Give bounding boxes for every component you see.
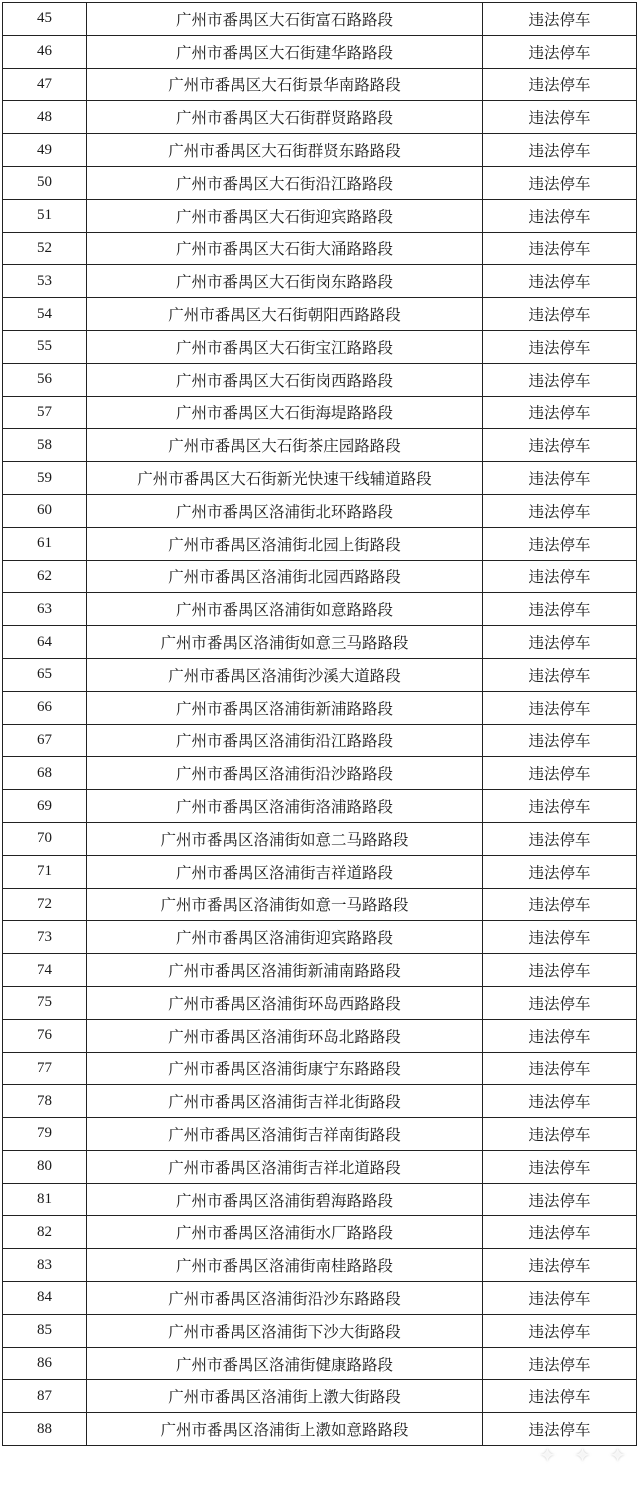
row-number: 55 xyxy=(3,331,87,363)
location-cell: 广州市番禺区洛浦街如意一马路路段 xyxy=(87,889,483,921)
table-row xyxy=(3,36,637,69)
violation-type-cell: 违法停车 xyxy=(483,725,637,757)
violation-type-cell: 违法停车 xyxy=(483,36,637,68)
row-number: 76 xyxy=(3,1020,87,1052)
location-cell: 广州市番禺区洛浦街迎宾路路段 xyxy=(87,921,483,953)
table-row xyxy=(3,1315,637,1348)
location-cell: 广州市番禺区大石街建华路路段 xyxy=(87,36,483,68)
row-number: 54 xyxy=(3,298,87,330)
location-cell: 广州市番禺区洛浦街吉祥北道路段 xyxy=(87,1151,483,1183)
violation-type-cell: 违法停车 xyxy=(483,364,637,396)
row-number: 67 xyxy=(3,725,87,757)
violation-type-cell: 违法停车 xyxy=(483,1315,637,1347)
row-number: 62 xyxy=(3,561,87,593)
violation-type-cell: 违法停车 xyxy=(483,757,637,789)
location-cell: 广州市番禺区洛浦街水厂路路段 xyxy=(87,1216,483,1248)
violation-type-cell: 违法停车 xyxy=(483,1151,637,1183)
table-row xyxy=(3,1380,637,1413)
row-number: 87 xyxy=(3,1380,87,1412)
table-row xyxy=(3,101,637,134)
location-cell: 广州市番禺区洛浦街沿沙路路段 xyxy=(87,757,483,789)
table-row xyxy=(3,298,637,331)
row-number: 52 xyxy=(3,233,87,265)
location-cell: 广州市番禺区洛浦街沿江路路段 xyxy=(87,725,483,757)
violation-type-cell: 违法停车 xyxy=(483,1249,637,1281)
location-cell: 广州市番禺区大石街群贤东路路段 xyxy=(87,134,483,166)
location-cell: 广州市番禺区洛浦街下沙大街路段 xyxy=(87,1315,483,1347)
row-number: 50 xyxy=(3,167,87,199)
violation-type-cell: 违法停车 xyxy=(483,1020,637,1052)
row-number: 63 xyxy=(3,593,87,625)
table-row xyxy=(3,561,637,594)
row-number: 61 xyxy=(3,528,87,560)
location-cell: 广州市番禺区洛浦街如意三马路路段 xyxy=(87,626,483,658)
violation-type-cell: 违法停车 xyxy=(483,954,637,986)
location-cell: 广州市番禺区大石街富石路路段 xyxy=(87,3,483,35)
location-cell: 广州市番禺区洛浦街如意二马路路段 xyxy=(87,823,483,855)
row-number: 47 xyxy=(3,69,87,101)
table-row xyxy=(3,1053,637,1086)
violation-type-cell: 违法停车 xyxy=(483,462,637,494)
location-cell: 广州市番禺区洛浦街新浦路路段 xyxy=(87,692,483,724)
row-number: 82 xyxy=(3,1216,87,1248)
table-row xyxy=(3,987,637,1020)
violation-type-cell: 违法停车 xyxy=(483,1085,637,1117)
violation-type-cell: 违法停车 xyxy=(483,593,637,625)
table-row xyxy=(3,1282,637,1315)
row-number: 46 xyxy=(3,36,87,68)
violation-type-cell: 违法停车 xyxy=(483,856,637,888)
location-cell: 广州市番禺区大石街群贤路路段 xyxy=(87,101,483,133)
row-number: 77 xyxy=(3,1053,87,1085)
location-cell: 广州市番禺区洛浦街吉祥北街路段 xyxy=(87,1085,483,1117)
table-row xyxy=(3,69,637,102)
row-number: 66 xyxy=(3,692,87,724)
violation-type-cell: 违法停车 xyxy=(483,1413,637,1445)
table-row xyxy=(3,692,637,725)
row-number: 75 xyxy=(3,987,87,1019)
violation-type-cell: 违法停车 xyxy=(483,298,637,330)
location-cell: 广州市番禺区大石街海堤路路段 xyxy=(87,397,483,429)
table-row xyxy=(3,823,637,856)
location-cell: 广州市番禺区洛浦街健康路路段 xyxy=(87,1348,483,1380)
violation-type-cell: 违法停车 xyxy=(483,265,637,297)
row-number: 88 xyxy=(3,1413,87,1445)
violation-type-cell: 违法停车 xyxy=(483,134,637,166)
violation-type-cell: 违法停车 xyxy=(483,200,637,232)
table-row xyxy=(3,397,637,430)
location-cell: 广州市番禺区大石街景华南路路段 xyxy=(87,69,483,101)
location-cell: 广州市番禺区洛浦街沿沙东路路段 xyxy=(87,1282,483,1314)
table-row xyxy=(3,167,637,200)
table-row xyxy=(3,1184,637,1217)
location-cell: 广州市番禺区洛浦街吉祥道路段 xyxy=(87,856,483,888)
location-cell: 广州市番禺区洛浦街碧海路路段 xyxy=(87,1184,483,1216)
row-number: 81 xyxy=(3,1184,87,1216)
location-cell: 广州市番禺区大石街茶庄园路路段 xyxy=(87,429,483,461)
table-row xyxy=(3,429,637,462)
row-number: 83 xyxy=(3,1249,87,1281)
location-cell: 广州市番禺区洛浦街吉祥南街路段 xyxy=(87,1118,483,1150)
row-number: 57 xyxy=(3,397,87,429)
row-number: 86 xyxy=(3,1348,87,1380)
row-number: 60 xyxy=(3,495,87,527)
table-row xyxy=(3,1151,637,1184)
violation-type-cell: 违法停车 xyxy=(483,1380,637,1412)
violation-type-cell: 违法停车 xyxy=(483,889,637,921)
location-cell: 广州市番禺区洛浦街北园西路路段 xyxy=(87,561,483,593)
table-row xyxy=(3,1216,637,1249)
table-row xyxy=(3,1118,637,1151)
row-number: 59 xyxy=(3,462,87,494)
row-number: 64 xyxy=(3,626,87,658)
location-cell: 广州市番禺区大石街宝江路路段 xyxy=(87,331,483,363)
table-row xyxy=(3,856,637,889)
table-row xyxy=(3,921,637,954)
violation-type-cell: 违法停车 xyxy=(483,495,637,527)
table-row xyxy=(3,1348,637,1381)
violation-type-cell: 违法停车 xyxy=(483,1118,637,1150)
table-row xyxy=(3,790,637,823)
violation-type-cell: 违法停车 xyxy=(483,1282,637,1314)
row-number: 80 xyxy=(3,1151,87,1183)
location-cell: 广州市番禺区洛浦街新浦南路路段 xyxy=(87,954,483,986)
row-number: 48 xyxy=(3,101,87,133)
violation-type-cell: 违法停车 xyxy=(483,561,637,593)
table-row xyxy=(3,134,637,167)
violation-type-cell: 违法停车 xyxy=(483,528,637,560)
table-row xyxy=(3,1413,637,1446)
location-cell: 广州市番禺区洛浦街南桂路路段 xyxy=(87,1249,483,1281)
row-number: 74 xyxy=(3,954,87,986)
row-number: 45 xyxy=(3,3,87,35)
location-cell: 广州市番禺区洛浦街北园上街路段 xyxy=(87,528,483,560)
location-cell: 广州市番禺区洛浦街如意路路段 xyxy=(87,593,483,625)
table-row xyxy=(3,233,637,266)
violation-type-cell: 违法停车 xyxy=(483,429,637,461)
location-cell: 广州市番禺区大石街迎宾路路段 xyxy=(87,200,483,232)
violation-type-cell: 违法停车 xyxy=(483,3,637,35)
table-row xyxy=(3,1020,637,1053)
row-number: 71 xyxy=(3,856,87,888)
row-number: 56 xyxy=(3,364,87,396)
table-row xyxy=(3,725,637,758)
violation-type-cell: 违法停车 xyxy=(483,790,637,822)
location-cell: 广州市番禺区大石街新光快速干线辅道路段 xyxy=(87,462,483,494)
table-row xyxy=(3,659,637,692)
row-number: 51 xyxy=(3,200,87,232)
table-row xyxy=(3,265,637,298)
violation-type-cell: 违法停车 xyxy=(483,233,637,265)
watermark: ✦ ✦ ✦ xyxy=(539,1443,632,1467)
table-row xyxy=(3,757,637,790)
table-row xyxy=(3,954,637,987)
violation-type-cell: 违法停车 xyxy=(483,331,637,363)
violation-type-cell: 违法停车 xyxy=(483,659,637,691)
violation-type-cell: 违法停车 xyxy=(483,1348,637,1380)
location-cell: 广州市番禺区洛浦街环岛西路路段 xyxy=(87,987,483,1019)
violation-type-cell: 违法停车 xyxy=(483,692,637,724)
location-cell: 广州市番禺区大石街大涌路路段 xyxy=(87,233,483,265)
row-number: 58 xyxy=(3,429,87,461)
violation-type-cell: 违法停车 xyxy=(483,1053,637,1085)
row-number: 72 xyxy=(3,889,87,921)
row-number: 68 xyxy=(3,757,87,789)
violation-type-cell: 违法停车 xyxy=(483,626,637,658)
table-row xyxy=(3,3,637,36)
table-row xyxy=(3,200,637,233)
row-number: 65 xyxy=(3,659,87,691)
row-number: 70 xyxy=(3,823,87,855)
location-cell: 广州市番禺区大石街岗西路路段 xyxy=(87,364,483,396)
table-row xyxy=(3,889,637,922)
location-cell: 广州市番禺区洛浦街上漖如意路路段 xyxy=(87,1413,483,1445)
location-cell: 广州市番禺区大石街沿江路路段 xyxy=(87,167,483,199)
row-number: 49 xyxy=(3,134,87,166)
violation-locations-table xyxy=(2,2,637,1446)
table-row xyxy=(3,364,637,397)
row-number: 84 xyxy=(3,1282,87,1314)
violation-type-cell: 违法停车 xyxy=(483,167,637,199)
row-number: 78 xyxy=(3,1085,87,1117)
violation-type-cell: 违法停车 xyxy=(483,69,637,101)
location-cell: 广州市番禺区大石街岗东路路段 xyxy=(87,265,483,297)
violation-type-cell: 违法停车 xyxy=(483,987,637,1019)
violation-type-cell: 违法停车 xyxy=(483,921,637,953)
row-number: 69 xyxy=(3,790,87,822)
location-cell: 广州市番禺区洛浦街沙溪大道路段 xyxy=(87,659,483,691)
row-number: 73 xyxy=(3,921,87,953)
table-row xyxy=(3,626,637,659)
table-row xyxy=(3,528,637,561)
violation-type-cell: 违法停车 xyxy=(483,1216,637,1248)
table-row xyxy=(3,593,637,626)
location-cell: 广州市番禺区洛浦街环岛北路路段 xyxy=(87,1020,483,1052)
location-cell: 广州市番禺区洛浦街上漖大街路段 xyxy=(87,1380,483,1412)
row-number: 85 xyxy=(3,1315,87,1347)
row-number: 79 xyxy=(3,1118,87,1150)
table-row xyxy=(3,495,637,528)
location-cell: 广州市番禺区洛浦街洛浦路路段 xyxy=(87,790,483,822)
location-cell: 广州市番禺区大石街朝阳西路路段 xyxy=(87,298,483,330)
violation-type-cell: 违法停车 xyxy=(483,101,637,133)
location-cell: 广州市番禺区洛浦街康宁东路路段 xyxy=(87,1053,483,1085)
violation-type-cell: 违法停车 xyxy=(483,1184,637,1216)
violation-type-cell: 违法停车 xyxy=(483,397,637,429)
row-number: 53 xyxy=(3,265,87,297)
table-row xyxy=(3,1249,637,1282)
table-row xyxy=(3,331,637,364)
violation-type-cell: 违法停车 xyxy=(483,823,637,855)
table-row xyxy=(3,462,637,495)
table-row xyxy=(3,1085,637,1118)
location-cell: 广州市番禺区洛浦街北环路路段 xyxy=(87,495,483,527)
